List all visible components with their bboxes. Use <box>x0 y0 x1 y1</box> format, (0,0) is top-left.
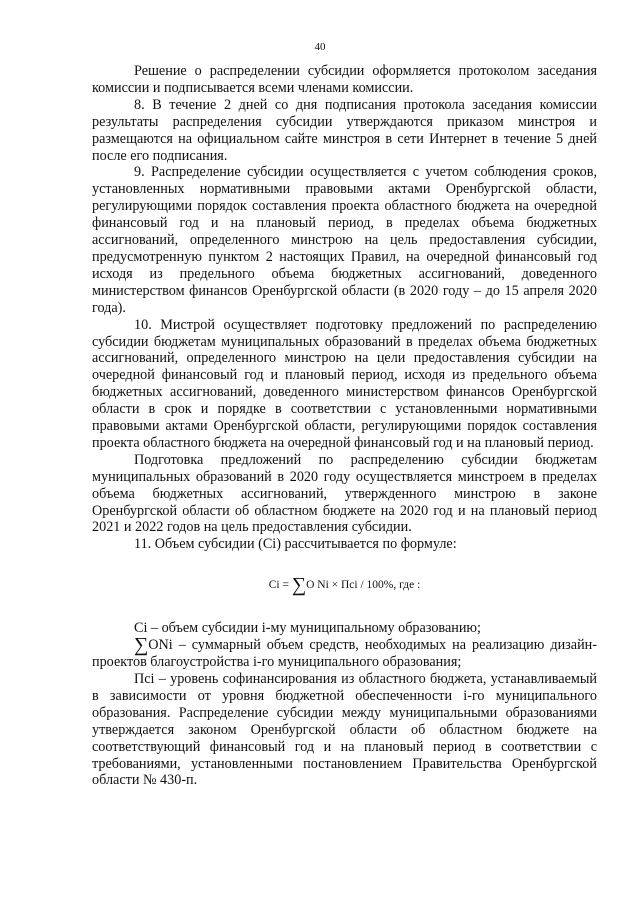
formula-lhs: Ci = <box>268 579 292 592</box>
oni-symbol: ONi <box>148 637 173 654</box>
definition-pci: Пci – уровень софинансирования из областного бюджета, устанавливаемый в зависимости от уровня бюджетной обеспеченности i-го муниципального образования. Распределение субсидии между муниципальными образованиями утверждается законом Оренбургской области об областном бюджете на соответствующий финансовый год и на плановый период в соответствии с требованиями, установленными постановлением Правительства Оренбургской области № 430-п. <box>92 671 597 789</box>
paragraph-11: 11. Объем субсидии (Ci) рассчитывается по формуле: <box>134 536 457 553</box>
subsidy-formula <box>92 575 597 595</box>
definition-ci: Ci – объем субсидии i-му муниципальному образованию; <box>134 620 481 637</box>
document-body <box>92 63 597 789</box>
formula-rhs: O Ni × Пci / 100%, где : <box>306 579 421 592</box>
sum-symbol: ∑ <box>134 634 149 657</box>
paragraph-10: 10. Мистрой осуществляет подготовку предложений по распределению субсидии бюджетам муниципальных образований в пределах объема бюджетных ассигнований, определенного минстрою на цели предоставления субсидии на очередной финансовый год и плановый период, исходя из предельного объема бюджетных ассигнований, доведенного министерством финансов Оренбургской области в срок и порядке в соответствии с установленными нормативными правовыми актами Оренбургской области, регулирующими порядок составления проекта областного бюджета на очередной финансовый год и на плановый период. <box>92 316 597 451</box>
paragraph-8: 8. В течение 2 дней со дня подписания протокола заседания комиссии результаты распределения субсидии утверждаются приказом минстроя и размещаются на официальном сайте минстроя в сети Интернет в течение 5 дней после его подписания. <box>92 96 597 164</box>
paragraph-9: 9. Распределение субсидии осуществляется с учетом соблюдения сроков, установленных нормативными правовыми актами Оренбургской области, регулирующими порядок составления проекта областного бюджета на очередной финансовый год и на плановый период, в пределах объема бюджетных ассигнований, определенного минстрою на цель предоставления субсидии, предусмотренную пунктом 2 настоящих Правил, на очередной финансовый год исходя из предельного объема бюджетных ассигнований, доведенного министерством финансов Оренбургской области (в 2020 году – до 15 апреля 2020 года). <box>92 164 597 316</box>
paragraph-decision: Решение о распределении субсидии оформляется протоколом заседания комиссии и подписывается всеми членами комиссии. <box>92 63 597 96</box>
paragraph-preparation-2020: Подготовка предложений по распределению субсидии бюджетам муниципальных образований в 2020 году осуществляется минстроем в пределах объема бюджетных ассигнований, утвержденного минстрою в законе Оренбургской области об областном бюджете на 2020 год и на плановый период 2021 и 2022 годов на цель предоставления субсидии. <box>92 451 597 536</box>
sum-symbol: ∑ <box>291 574 307 597</box>
page-number: 40 <box>314 41 326 53</box>
definition-oni <box>92 634 597 671</box>
oni-text: – суммарный объем средств, необходимых на реализацию дизайн-проектов благоустройства i-го муниципального образования; <box>92 637 597 671</box>
